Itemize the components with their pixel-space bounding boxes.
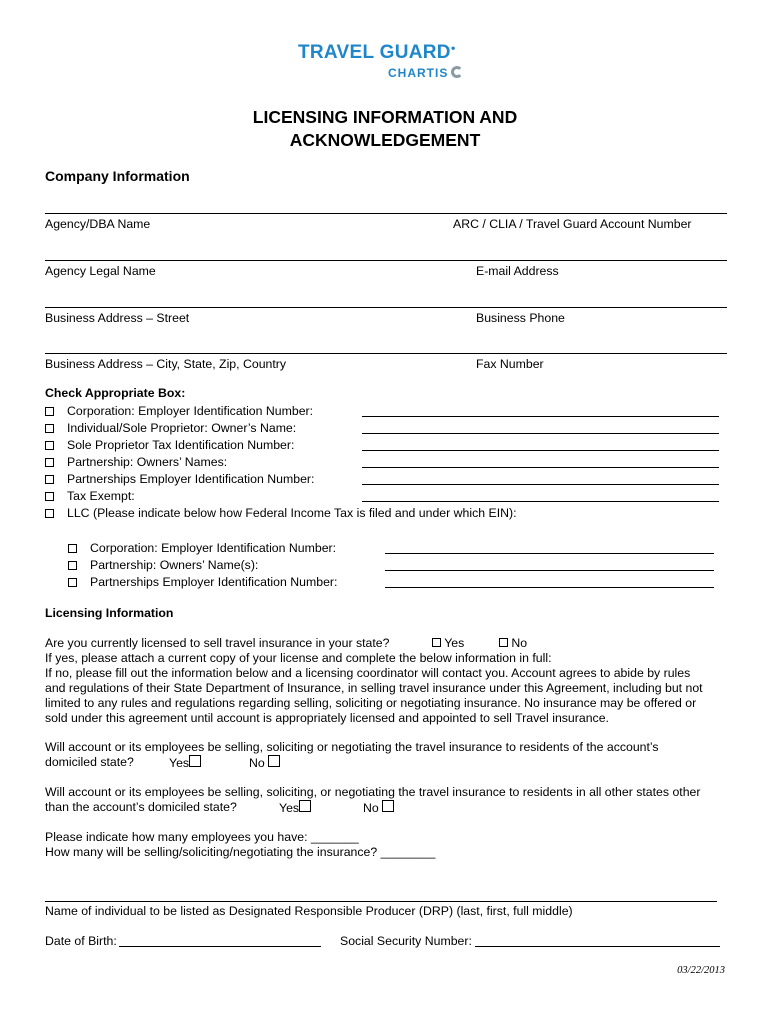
licensed-yes-option[interactable]: Yes bbox=[432, 636, 464, 650]
business-address-city-line[interactable] bbox=[45, 353, 727, 354]
licensing-instructions: If yes, please attach a current copy of your license and complete the below information in full: If no, please fill out the information below and a licensing coordinator will contact you. Account agrees to abide by rules and regulations of their State Department of Insurance, in selling travel insurance under this Agreement, including but not limited to any rules and regulations regarding selling, soliciting or negotiating insurance. No insurance may be offered or sold under this agreement until account is appropriately licensed and appointed to sell Travel insurance. bbox=[45, 651, 703, 725]
licensed-question: Are you currently licensed to sell travel insurance in your state? bbox=[45, 636, 390, 650]
travel-guard-logo: TRAVEL GUARD● bbox=[298, 42, 456, 63]
check-box-heading: Check Appropriate Box: bbox=[45, 386, 186, 400]
email-address-label: E-mail Address bbox=[476, 264, 559, 278]
company-information-heading: Company Information bbox=[45, 168, 190, 184]
agency-legal-name-line[interactable] bbox=[45, 260, 727, 261]
business-address-city-label: Business Address – City, State, Zip, Country bbox=[45, 357, 287, 371]
drp-name-line[interactable] bbox=[45, 901, 717, 902]
employee-count-question[interactable]: Please indicate how many employees you have: _______ bbox=[45, 830, 359, 844]
checkbox[interactable] bbox=[499, 638, 508, 647]
fax-number-label: Fax Number bbox=[476, 357, 544, 371]
chartis-logo: CHARTIS bbox=[388, 66, 463, 80]
other-states-no-option[interactable]: No bbox=[363, 800, 394, 815]
owner-name-line[interactable] bbox=[362, 433, 719, 434]
checkbox[interactable] bbox=[45, 475, 54, 484]
date-of-birth-line[interactable] bbox=[119, 946, 321, 947]
other-states-question-line2: than the account’s domiciled state? bbox=[45, 800, 237, 814]
ssn-label: Social Security Number: bbox=[340, 934, 472, 948]
tax-exempt-line[interactable] bbox=[362, 501, 719, 502]
llc-owners-name-line[interactable] bbox=[385, 570, 714, 571]
other-states-yes-option[interactable]: Yes bbox=[279, 800, 311, 815]
checkbox[interactable] bbox=[299, 800, 311, 812]
domiciled-yes-option[interactable]: Yes bbox=[169, 755, 201, 770]
checkbox[interactable] bbox=[45, 458, 54, 467]
licensed-no-option[interactable]: No bbox=[499, 636, 527, 650]
llc-partnership-ein-line[interactable] bbox=[385, 587, 714, 588]
owners-names-line[interactable] bbox=[362, 467, 719, 468]
drp-name-label: Name of individual to be listed as Designated Responsible Producer (DRP) (last, first, full middle) bbox=[45, 904, 573, 918]
page-title-line2: ACKNOWLEDGEMENT bbox=[289, 130, 481, 150]
checkbox[interactable] bbox=[268, 755, 280, 767]
domiciled-state-question: Will account or its employees be selling, soliciting or negotiating the travel insurance to residents of the account’s bbox=[45, 740, 659, 754]
checkbox[interactable] bbox=[45, 492, 54, 501]
checkbox[interactable] bbox=[68, 561, 77, 570]
checkbox[interactable] bbox=[45, 441, 54, 450]
account-number-label: ARC / CLIA / Travel Guard Account Number bbox=[453, 217, 692, 231]
agency-legal-name-label: Agency Legal Name bbox=[45, 264, 156, 278]
licensing-information-heading: Licensing Information bbox=[45, 606, 174, 620]
business-address-street-label: Business Address – Street bbox=[45, 311, 190, 325]
ssn-line[interactable] bbox=[475, 946, 720, 947]
form-date: 03/22/2013 bbox=[677, 965, 725, 976]
checkbox[interactable] bbox=[382, 800, 394, 812]
checkbox[interactable] bbox=[68, 578, 77, 587]
domiciled-no-option[interactable]: No bbox=[249, 755, 280, 770]
partnership-ein-line[interactable] bbox=[362, 484, 719, 485]
agency-dba-name-label: Agency/DBA Name bbox=[45, 217, 151, 231]
corporation-ein-line[interactable] bbox=[362, 416, 719, 417]
selling-employee-count-question[interactable]: How many will be selling/soliciting/negotiating the insurance? ________ bbox=[45, 845, 436, 859]
checkbox[interactable] bbox=[45, 509, 54, 518]
agency-dba-name-line[interactable] bbox=[45, 213, 727, 214]
chartis-c-icon bbox=[451, 66, 463, 78]
page-title-line1: LICENSING INFORMATION AND bbox=[252, 107, 518, 127]
business-phone-label: Business Phone bbox=[476, 311, 565, 325]
tax-id-line[interactable] bbox=[362, 450, 719, 451]
checkbox[interactable] bbox=[68, 544, 77, 553]
checkbox[interactable] bbox=[432, 638, 441, 647]
checkbox[interactable] bbox=[189, 755, 201, 767]
business-address-street-line[interactable] bbox=[45, 307, 727, 308]
date-of-birth-label: Date of Birth: bbox=[45, 934, 117, 948]
checkbox[interactable] bbox=[45, 407, 54, 416]
other-states-question: Will account or its employees be selling, soliciting, or negotiating the travel insurance to residents in all other states other bbox=[45, 785, 701, 799]
llc-corporation-ein-line[interactable] bbox=[385, 553, 714, 554]
domiciled-state-question-line2: domiciled state? bbox=[45, 755, 134, 769]
checkbox[interactable] bbox=[45, 424, 54, 433]
